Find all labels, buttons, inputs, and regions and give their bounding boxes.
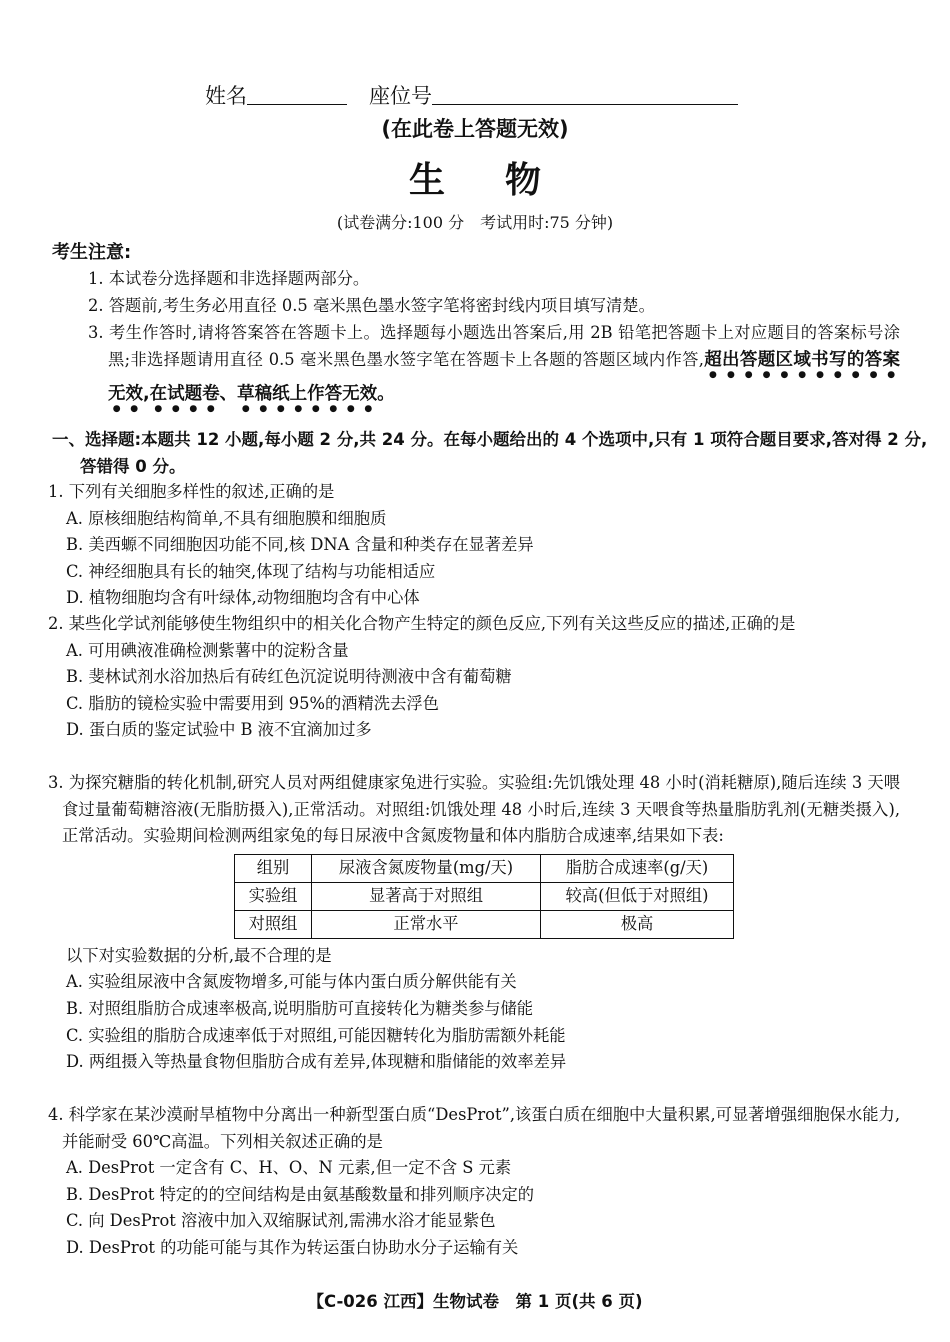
subject-title: 生物 [408,160,601,201]
option-a: A. DesProt 一定含有 C、H、O、N 元素,但一定不含 S 元素 [66,1158,512,1178]
option-b: B. 美西螈不同细胞因功能不同,核 DNA 含量和种类存在显著差异 [66,535,534,555]
question-stem: 4. 科学家在某沙漠耐旱植物中分离出一种新型蛋白质“DesProt”,该蛋白质在细胞中大量积累,可显著增强细胞保水能力,并能耐受 60℃高温。下列相关叙述正确的是 [48,1105,900,1151]
option-c: C. 脂肪的镜检实验中需要用到 95%的酒精洗去浮色 [66,693,439,713]
option-d: D. 植物细胞均含有叶绿体,动物细胞均含有中心体 [66,588,420,608]
table-cell: 显著高于对照组 [312,882,541,910]
table-cell: 实验组 [235,882,312,910]
option-c: C. 实验组的脂肪合成速率低于对照组,可能因糖转化为脂肪需额外耗能 [66,1025,566,1045]
results-table [234,854,734,939]
name-blank [247,86,347,105]
question-stem: 2. 某些化学试剂能够使生物组织中的相关化合物产生特定的颜色反应,下列有关这些反应的描述,正确的是 [48,614,796,633]
option-d: D. 蛋白质的鉴定试验中 B 液不宜滴加过多 [66,720,372,740]
notice-item-2: 2. 答题前,考生务必用直径 0.5 毫米黑色墨水签字笔将密封线内项目填写清楚。 [88,296,655,315]
seat-blank [432,86,738,105]
table-cell: 正常水平 [312,910,541,938]
question-stem: 3. 为探究糖脂的转化机制,研究人员对两组健康家兔进行实验。实验组:先饥饿处理 48 小时(消耗糖原),随后连续 3 天喂食过量葡萄糖溶液(无脂肪摄入),正常活动。对照组:饥饿处理 48 小时后,连续 3 天喂食等热量脂肪乳剂(无糖类摄入),正常活动。实验期间检测两组家兔的每日尿液中含氮废物量和体内脂肪合成速率,结果如下表: [48,773,900,846]
table-cell: 较高(但低于对照组) [541,882,734,910]
question-2 [48,611,900,744]
candidate-info-line [205,80,738,110]
notice-item-3-text: 3. 考生作答时,请将答案答在答题卡上。选择题每小题选出答案后,用 2B 铅笔把答题卡上对应题目的答案标号涂黑;非选择题请用直径 0.5 毫米黑色墨水签字笔在答题卡上各题的答题区域内作答, [88,323,900,369]
section-heading: 一、选择题:本题共 12 小题,每小题 2 分,共 24 分。在每小题给出的 4 个选项中,只有 1 项符合题目要求,答对得 2 分,答错得 0 分。 [52,430,928,476]
option-d: D. 两组摄入等热量食物但脂肪合成有差异,体现糖和脂储能的效率差异 [66,1052,567,1072]
option-d: D. DesProt 的功能可能与其作为转运蛋白协助水分子运输有关 [66,1237,519,1257]
table-cell: 极高 [541,910,734,938]
notice-title: 考生注意: [52,242,132,263]
question-3 [48,770,900,1076]
page-footer: 【C-026 江西】生物试卷 第 1 页(共 6 页) [307,1292,643,1311]
table-header-cell: 脂肪合成速率(g/天) [541,854,734,882]
invalid-answer-note: (在此卷上答题无效) [381,117,569,141]
option-c: C. 向 DesProt 溶液中加入双缩脲试剂,需沸水浴才能显紫色 [66,1211,496,1231]
notice-item-3 [88,319,900,414]
table-cell: 对照组 [235,910,312,938]
table-header-cell: 组别 [235,854,312,882]
option-a: A. 实验组尿液中含氮废物增多,可能与体内蛋白质分解供能有关 [66,972,517,992]
option-c: C. 神经细胞具有长的轴突,体现了结构与功能相适应 [66,561,436,581]
notice-item-3-emphasis: 超出答题区域书写的答案无效,在试题卷、草稿纸上作答无效。 [108,350,900,404]
exam-meta: (试卷满分:100 分 考试用时:75 分钟) [336,213,614,232]
option-b: B. DesProt 特定的的空间结构是由氨基酸数量和排列顺序决定的 [66,1184,535,1204]
question-4 [48,1102,900,1262]
notice-item-1: 1. 本试卷分选择题和非选择题两部分。 [88,269,370,288]
name-label: 姓名 [205,84,247,108]
option-a: A. 可用碘液准确检测紫薯中的淀粉含量 [66,640,349,660]
option-a: A. 原核细胞结构简单,不具有细胞膜和细胞质 [66,508,387,528]
question-1 [48,479,900,612]
option-b: B. 斐林试剂水浴加热后有砖红色沉淀说明待测液中含有葡萄糖 [66,667,512,687]
table-header-row [235,854,734,882]
table-header-cell: 尿液含氮废物量(mg/天) [312,854,541,882]
question-stem: 1. 下列有关细胞多样性的叙述,正确的是 [48,482,335,501]
seat-label: 座位号 [369,84,432,108]
option-b: B. 对照组脂肪合成速率极高,说明脂肪可直接转化为糖类参与储能 [66,998,534,1018]
table-row [235,882,734,910]
table-row [235,910,734,938]
question-follow-up: 以下对实验数据的分析,最不合理的是 [66,945,332,965]
